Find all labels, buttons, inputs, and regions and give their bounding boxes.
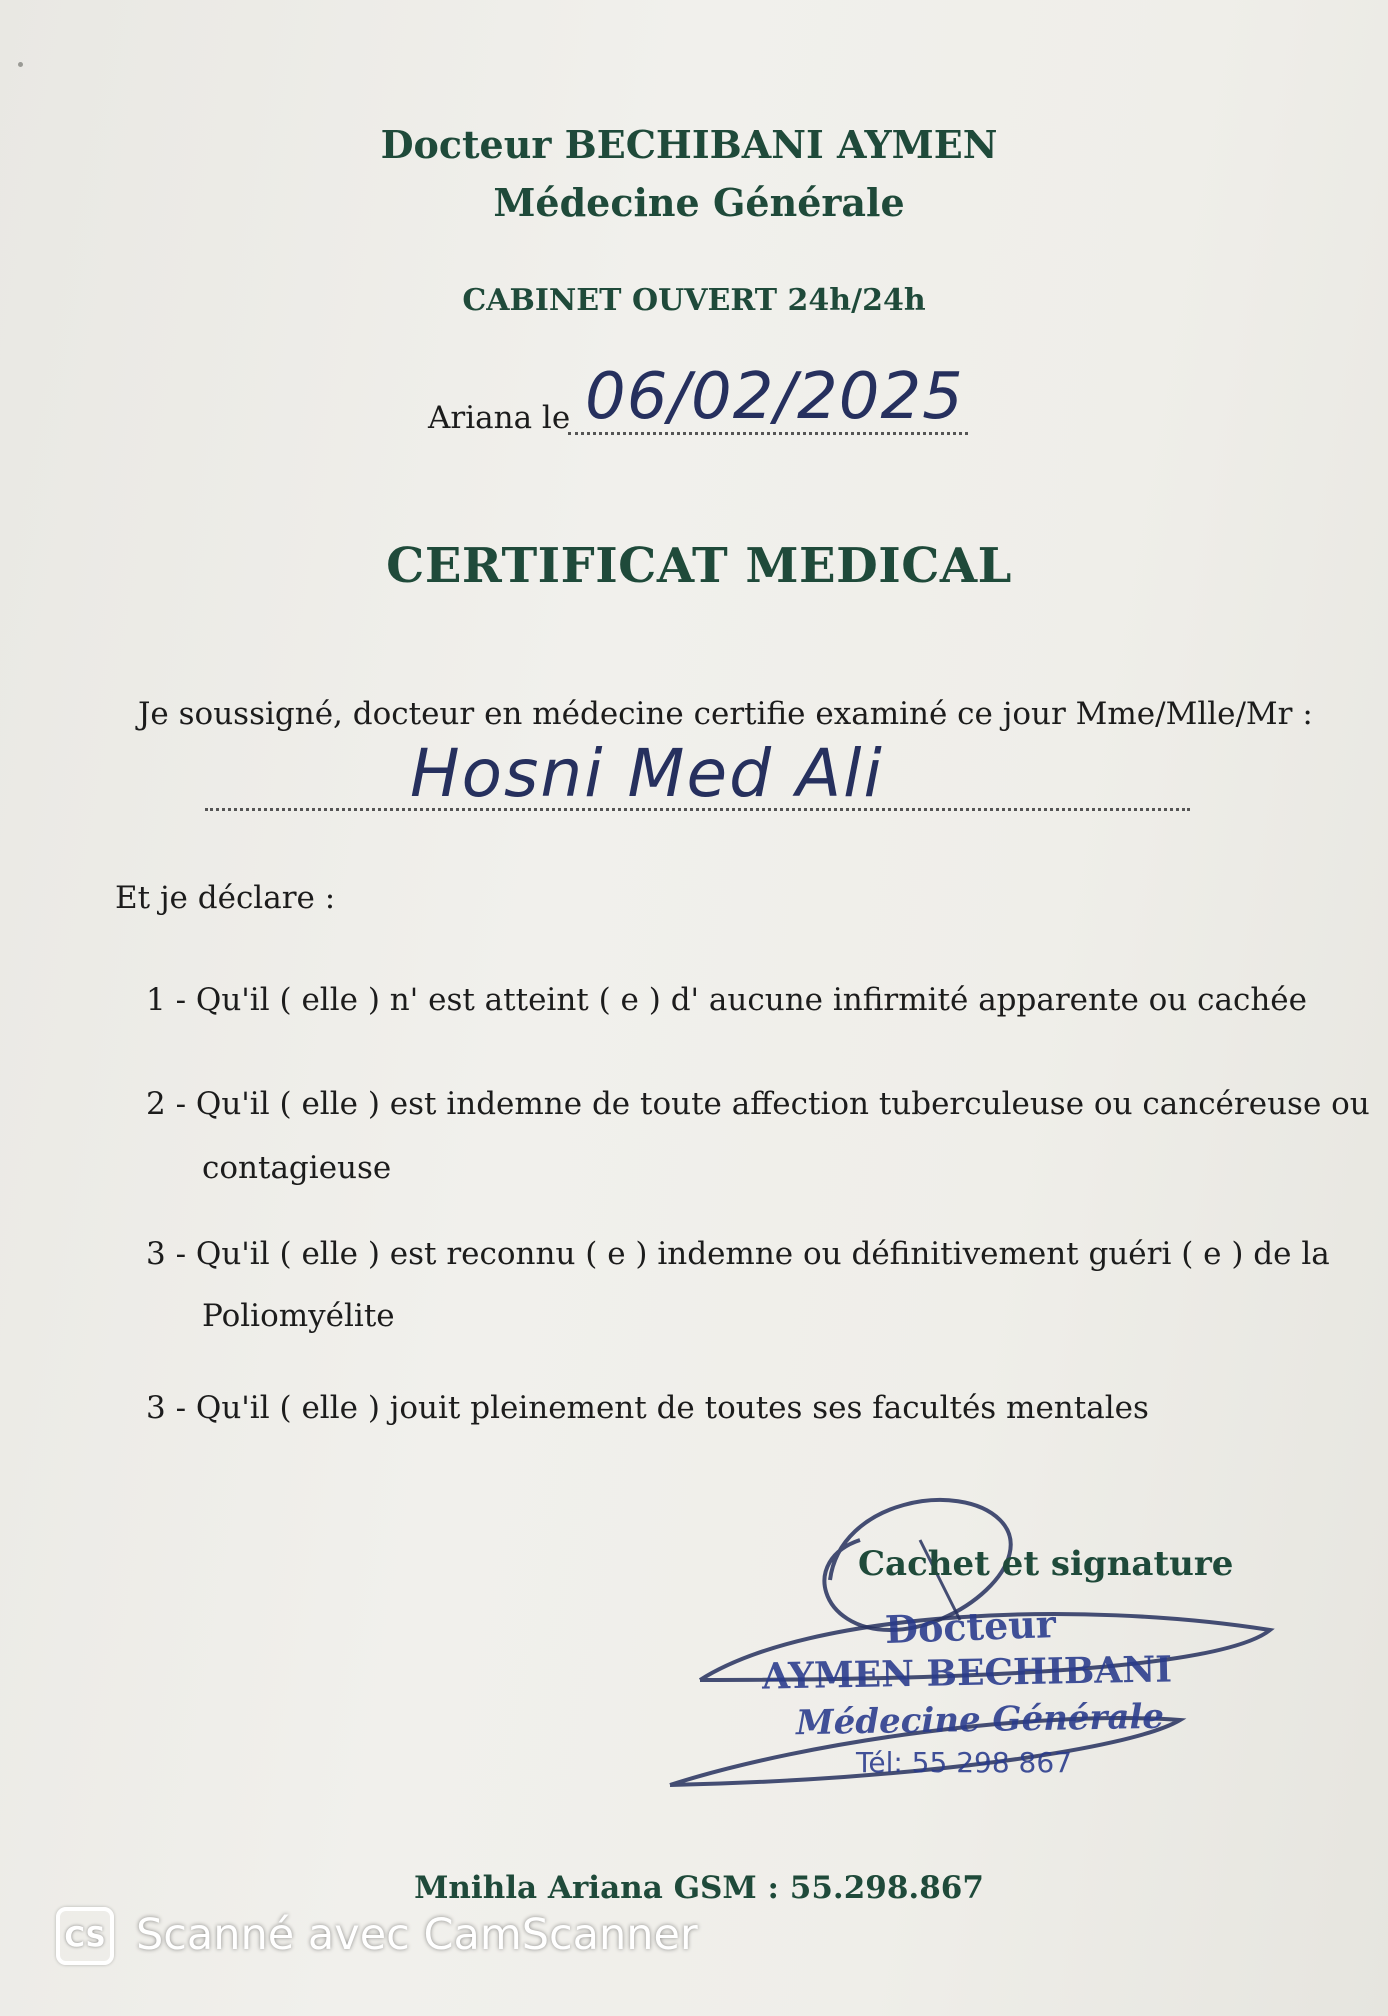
declaration-item-3-line-1: 3 - Qu'il ( elle ) est reconnu ( e ) indemne ou définitivement guéri ( e ) de la — [146, 1236, 1330, 1272]
footer-address: Mnihla Ariana GSM : 55.298.867 — [414, 1870, 984, 1906]
paper-speck — [18, 62, 23, 67]
handwritten-date: 06/02/2025 — [585, 360, 964, 434]
certification-intro: Je soussigné, docteur en médecine certifie examiné ce jour Mme/Mlle/Mr : — [138, 696, 1313, 732]
date-label: Ariana le — [428, 400, 571, 436]
stamp-name: AYMEN BECHIBANI — [761, 1648, 1173, 1698]
stamp-doctor: Docteur — [884, 1601, 1057, 1652]
declaration-heading: Et je déclare : — [115, 880, 336, 916]
handwritten-patient-name: Hosni Med Ali — [410, 735, 884, 812]
declaration-item-2-line-2: contagieuse — [202, 1150, 392, 1186]
declaration-item-4: 3 - Qu'il ( elle ) jouit pleinement de toutes ses facultés mentales — [146, 1390, 1149, 1426]
stamp-phone: Tél: 55 298 867 — [856, 1746, 1073, 1779]
signature-label: Cachet et signature — [858, 1544, 1234, 1584]
doctor-name: Docteur BECHIBANI AYMEN — [380, 122, 998, 167]
stamp-specialty: Médecine Générale — [795, 1696, 1165, 1744]
declaration-item-2-line-1: 2 - Qu'il ( elle ) est indemne de toute affection tuberculeuse ou cancéreuse ou — [146, 1086, 1370, 1122]
specialty: Médecine Générale — [493, 180, 905, 225]
camscanner-watermark: Scanné avec CamScanner — [136, 1910, 698, 1960]
declaration-item-1: 1 - Qu'il ( elle ) n' est atteint ( e ) d' aucune infirmité apparente ou cachée — [146, 982, 1307, 1018]
cabinet-hours: CABINET OUVERT 24h/24h — [462, 283, 926, 318]
declaration-item-3-line-2: Poliomyélite — [202, 1298, 395, 1334]
camscanner-logo-icon: CS — [56, 1907, 114, 1965]
document-title: CERTIFICAT MEDICAL — [386, 538, 1012, 594]
